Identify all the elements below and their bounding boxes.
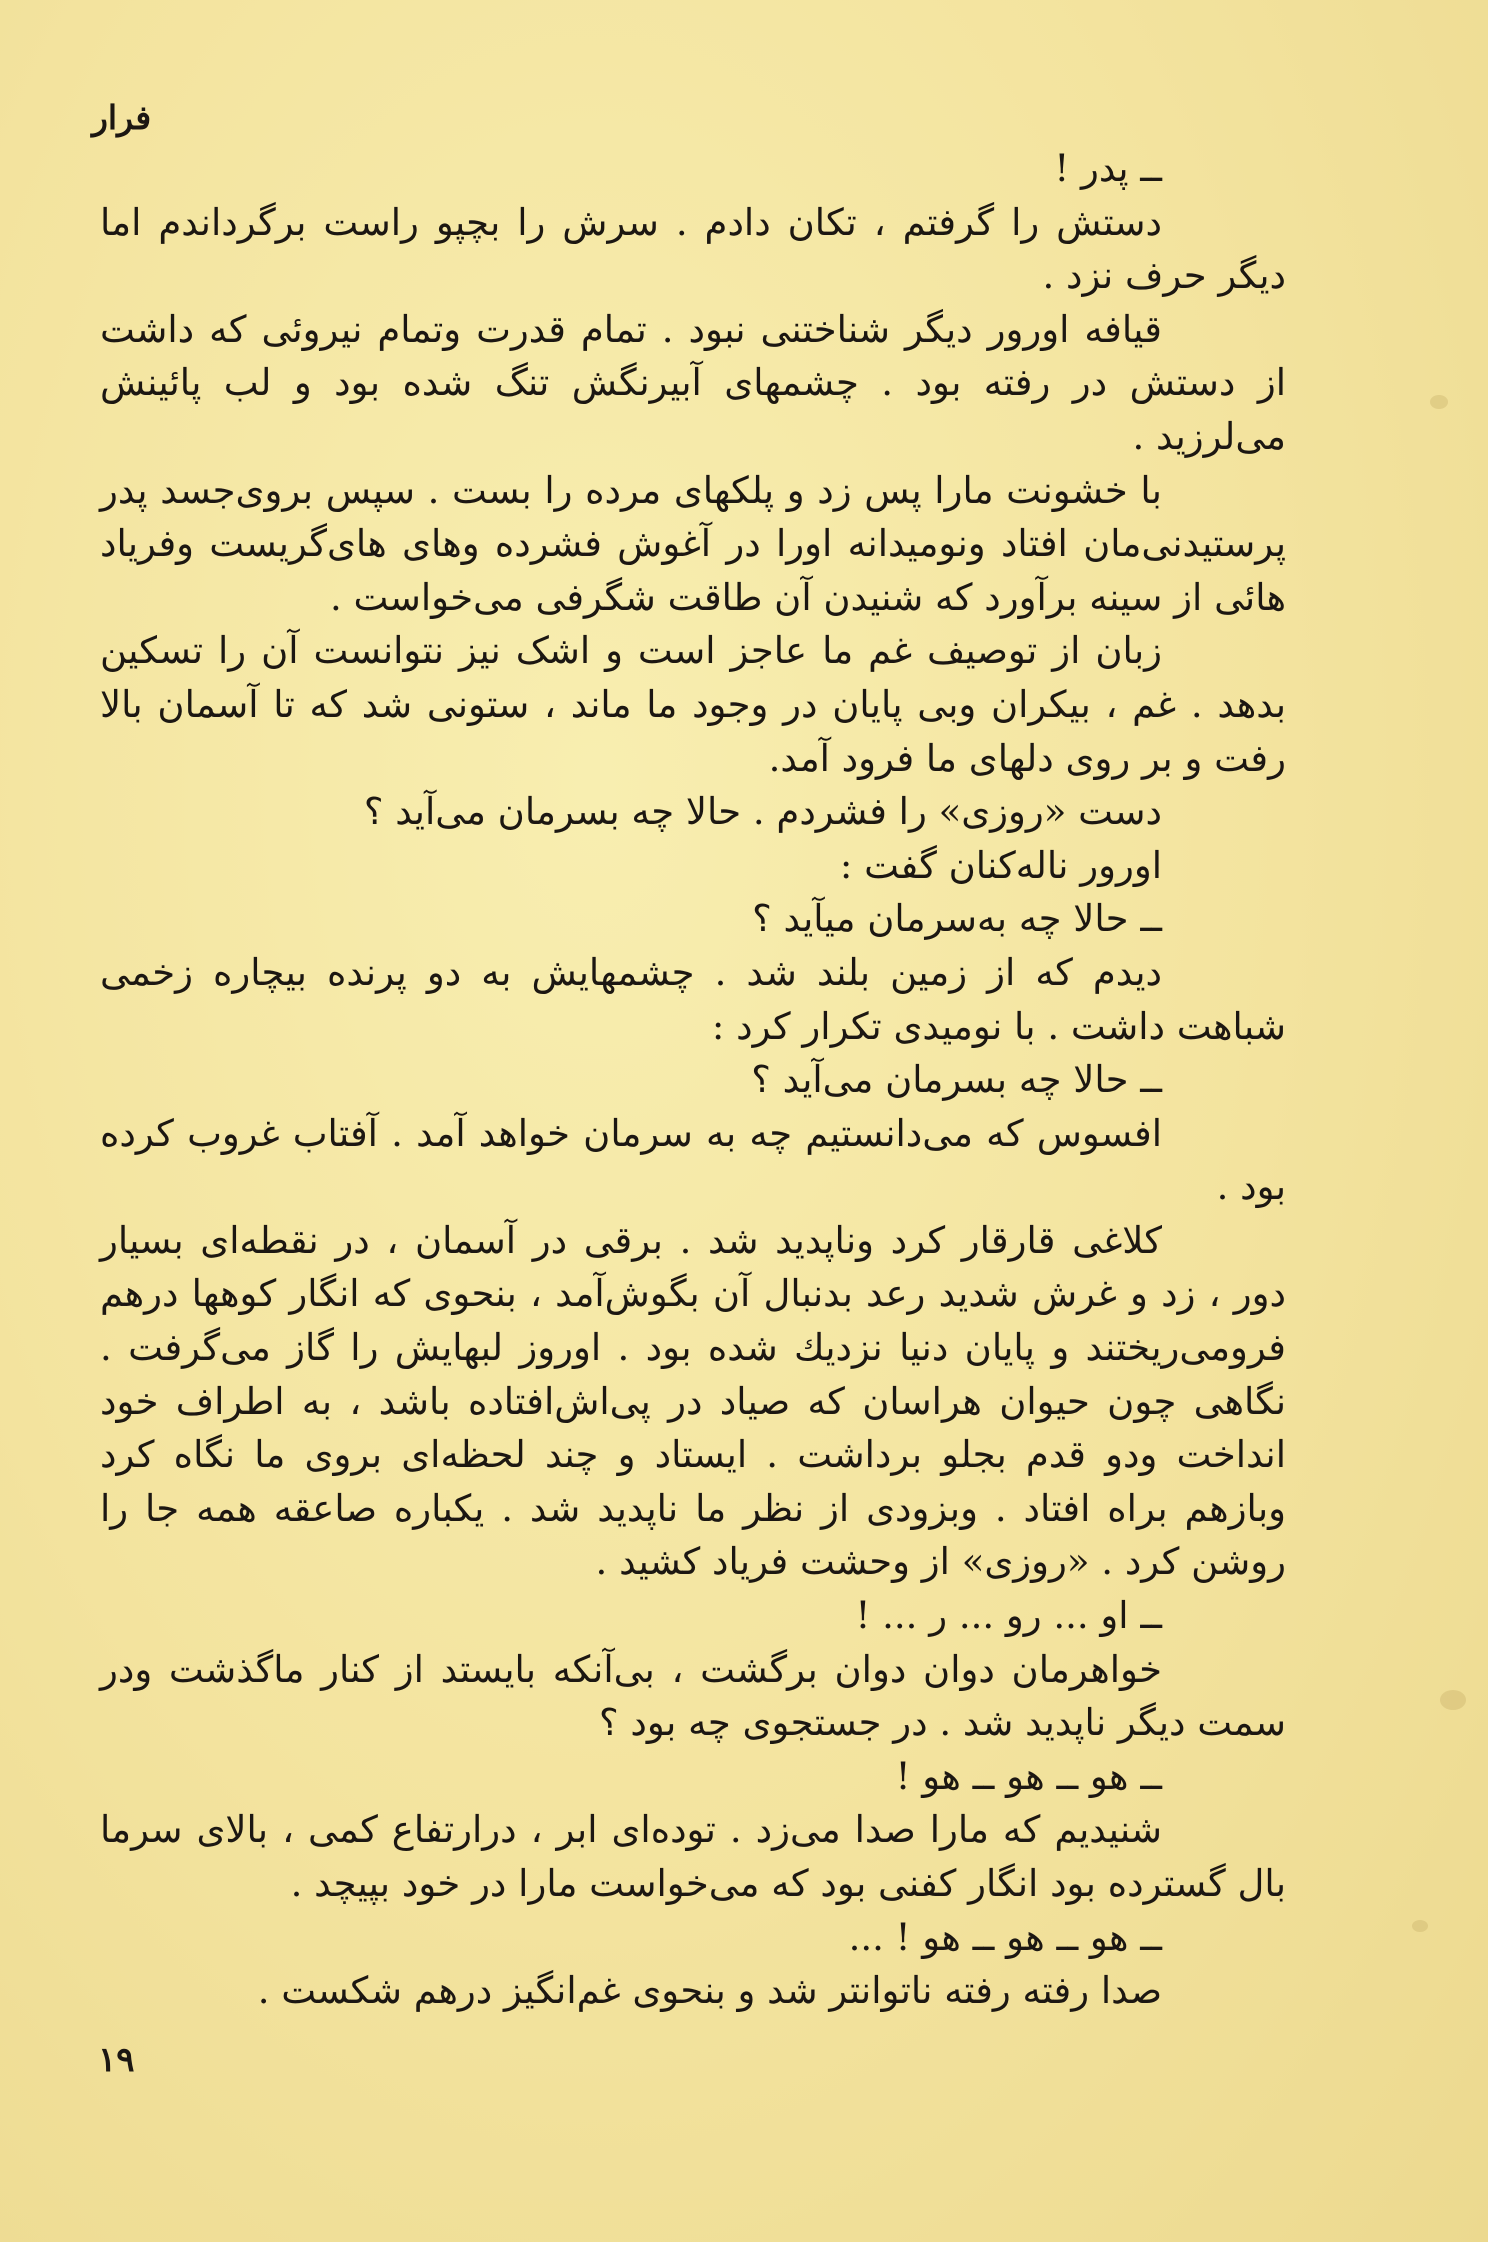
dialogue-line: ــ هو ــ هو ــ هو ! [895, 1754, 1162, 1798]
paragraph: خواهرمان دوان دوان برگشت ، بی‌آنکه بایستد از کنار ماگذشت ودر سمت دیگر ناپدید شد . در جستجوی چه بود ؟ [100, 1647, 1286, 1745]
dialogue-line: ــ پدر ! [1054, 147, 1162, 190]
dialogue-line: ــ او ... رو ... ر ... ! [855, 1594, 1162, 1638]
paragraph: با خشونت مارا پس زد و پلکهای مرده را بست . سپس بروی‌جسد پدر پرستیدنی‌مان افتاد ونومیدانه اورا در آغوش فشرده وهای های‌گریست وفریاد هائی از سینه برآورد که شنیدن آن طاقت شگرفی می‌خواست . [100, 468, 1286, 619]
paragraph: اورور ناله‌کنان گفت : [839, 843, 1162, 887]
paragraph: شنیدیم که مارا صدا می‌زد . توده‌ای ابر ، درارتفاع کمی ، بالای سرما بال گسترده بود انگار کفنی بود که می‌خواست مارا در خود بپیچد . [100, 1808, 1286, 1905]
paper-stain [1440, 1690, 1466, 1710]
paragraph: صدا رفته رفته ناتوانتر شد و بنحوی غم‌انگیز درهم شکست . [257, 1969, 1162, 2013]
paper-stain [1412, 1920, 1428, 1932]
paragraph: کلاغی قارقار کرد وناپدید شد . برقی در آسمان ، در نقطه‌ای بسیار دور ، زد و غرش شدید رعد بدنبال آن بگوش‌آمد ، بنحوی که انگار کوهها درهم فرومی‌ریختند و پایان دنیا نزدیك شده بود . اوروز لبهایش را گاز می‌گرفت . نگاهی چون حیوان هراسان که صیاد در پی‌اش‌افتاده باشد ، به اطراف خود انداخت ودو قدم بجلو برداشت . ایستاد و چند لحظه‌ای بروی ما نگاه کرد وبازهم براه افتاد . وبزودی از نظر ما ناپدید شد . یکباره صاعقه همه جا را روشن کرد . «روزی» از وحشت فریاد کشید . [100, 1218, 1286, 1584]
paragraph: زبان از توصیف غم ما عاجز است و اشک نیز نتوانست آن را تسکین بدهد . غم ، بیکران وبی پایان در وجود ما ماند ، ستونی شد که تا آسمان بالا رفت و بر روی دلهای ما فرود آمد. [100, 629, 1286, 780]
paragraph: افسوس که می‌دانستیم چه به سرمان خواهد آمد . آفتاب غروب کرده بود . [100, 1111, 1286, 1209]
paragraph: دستش را گرفتم ، تکان دادم . سرش را بچپو راست برگرداندم اما دیگر حرف نزد . [100, 200, 1286, 298]
paragraph: دست «روزی» را فشردم . حالا چه بسرمان می‌آید ؟ [363, 790, 1162, 834]
paragraph: قیافه اورور دیگر شناختنی نبود . تمام قدرت وتمام نیروئی که داشت از دستش در رفته بود . چشمهای آبیرنگش تنگ شده بود و لب پائینش می‌لرزید . [100, 307, 1286, 458]
paragraph: دیدم که از زمین بلند شد . چشمهایش به دو پرنده بیچاره زخمی شباهت داشت . با نومیدی تکرار کرد : [100, 950, 1286, 1048]
body-text [100, 142, 1286, 2018]
dialogue-line: ــ حالا چه به‌سرمان میآید ؟ [752, 897, 1162, 941]
running-header: فرار [92, 98, 152, 137]
dialogue-line: ــ حالا چه بسرمان می‌آید ؟ [751, 1058, 1162, 1102]
paper-stain [1430, 395, 1448, 409]
dialogue-line: ــ هو ــ هو ــ هو ! ... [848, 1915, 1162, 1959]
page-number: ۱۹ [98, 2040, 135, 2080]
